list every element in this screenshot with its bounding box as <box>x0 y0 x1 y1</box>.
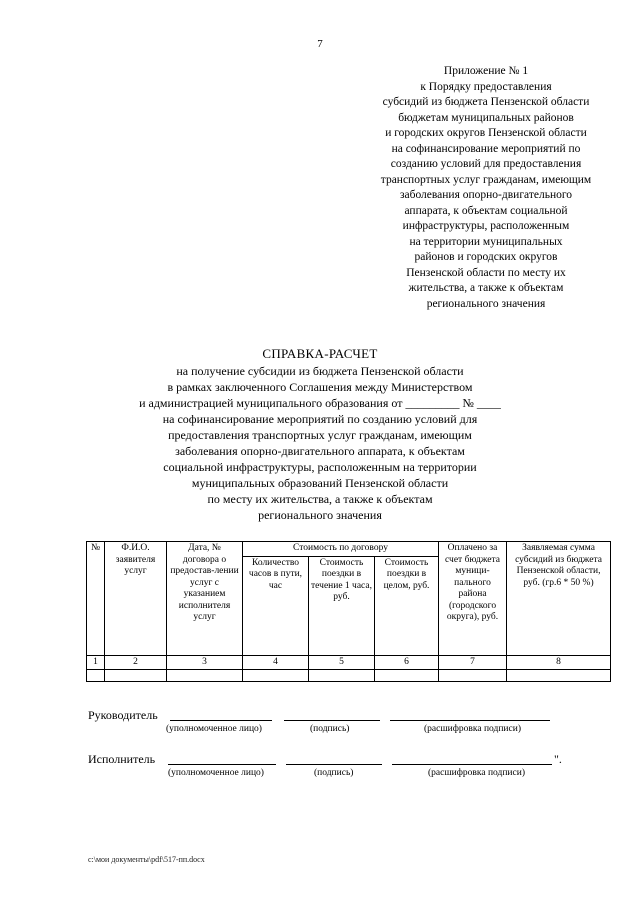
header-contract: Дата, № договора о предостав-лении услуг с указанием исполнителя услуг <box>167 542 243 656</box>
document-heading <box>0 346 640 523</box>
header-num: № <box>87 542 105 656</box>
table-cell[interactable] <box>105 669 167 681</box>
appendix-line: инфраструктуры, расположенным <box>402 220 570 232</box>
closing-quote: ". <box>554 752 562 766</box>
table-row <box>87 669 611 681</box>
appendix-line: и городских округов Пензенской области <box>385 127 587 139</box>
appendix-line: регионального значения <box>426 297 546 310</box>
executor-signature-line[interactable] <box>286 764 382 765</box>
appendix-line: бюджетам муниципальных районов <box>398 111 574 124</box>
executor-person-line[interactable] <box>168 764 276 765</box>
heading-line: на софинансирование мероприятий по созданию условий для <box>162 412 478 426</box>
column-number: 1 <box>87 655 105 669</box>
appendix-line: транспортных услуг гражданам, имеющим <box>380 173 592 186</box>
appendix-line: Приложение № 1 <box>443 65 529 77</box>
column-number: 2 <box>105 655 167 669</box>
heading-line: в рамках заключенного Соглашения между Министерством <box>167 380 473 394</box>
header-paid: Оплачено за счет бюджета муници-пального района (городского округа), руб. <box>439 542 507 656</box>
header-fio: Ф.И.О. заявителя услуг <box>105 542 167 656</box>
heading-line: муниципальных образований Пензенской области <box>191 476 449 490</box>
table-cell[interactable] <box>167 669 243 681</box>
header-claimed: Заявляемая сумма субсидий из бюджета Пензенской области, руб. (гр.6 * 50 %) <box>507 542 611 656</box>
head-caption-decoding: (расшифровка подписи) <box>424 724 521 734</box>
table-cell[interactable] <box>375 669 439 681</box>
heading-line: и администрацией муниципального образования от _________ № ____ <box>139 396 501 410</box>
column-number: 7 <box>439 655 507 669</box>
heading-line: заболевания опорно-двигательного аппарата, к объектам <box>175 444 465 458</box>
table-cell[interactable] <box>439 669 507 681</box>
head-signature-line[interactable] <box>284 720 380 721</box>
table-cell[interactable] <box>243 669 309 681</box>
appendix-line: созданию условий для предоставления <box>390 158 582 170</box>
header-total: Стоимость поездки в целом, руб. <box>375 556 439 655</box>
executor-decoding-line[interactable] <box>392 764 552 765</box>
heading-line: социальной инфраструктуры, расположенным на территории <box>163 460 477 474</box>
appendix-line: на софинансирование мероприятий по <box>391 142 581 155</box>
appendix-line: жительства, а также к объектам <box>408 282 564 294</box>
head-label: Руководитель <box>88 708 158 722</box>
file-path-footer: c:\мои документы\pdf\517-пп.docx <box>88 855 205 864</box>
appendix-block <box>356 64 616 312</box>
appendix-line: к Порядку предоставления <box>420 80 552 93</box>
table-cell[interactable] <box>309 669 375 681</box>
appendix-line: заболевания опорно-двигательного <box>399 189 573 201</box>
executor-label: Исполнитель <box>88 752 156 766</box>
heading-line: по месту их жительства, а также к объектам <box>207 492 433 506</box>
appendix-line: на территории муниципальных <box>409 235 563 248</box>
heading-line: на получение субсидии из бюджета Пензенской области <box>176 364 464 378</box>
executor-caption-signature: (подпись) <box>314 768 354 778</box>
column-number: 6 <box>375 655 439 669</box>
table-cell[interactable] <box>507 669 611 681</box>
page-number: 7 <box>317 38 323 50</box>
document-title: СПРАВКА-РАСЧЕТ <box>262 346 378 361</box>
column-number: 8 <box>507 655 611 669</box>
head-caption-signature: (подпись) <box>310 724 350 734</box>
header-cost-group: Стоимость по договору <box>243 542 439 557</box>
heading-line: регионального значения <box>258 508 382 522</box>
header-hours: Количество часов в пути, час <box>243 556 309 655</box>
header-per-hour: Стоимость поездки в течение 1 часа, руб. <box>309 556 375 655</box>
head-person-line[interactable] <box>170 720 272 721</box>
executor-caption-person: (уполномоченное лицо) <box>168 768 264 778</box>
head-decoding-line[interactable] <box>390 720 550 721</box>
column-number-row <box>87 655 611 669</box>
table-cell[interactable] <box>87 669 105 681</box>
head-caption-person: (уполномоченное лицо) <box>166 724 262 734</box>
appendix-line: субсидий из бюджета Пензенской области <box>382 96 590 108</box>
calculation-table <box>86 541 611 682</box>
column-number: 5 <box>309 655 375 669</box>
column-number: 3 <box>167 655 243 669</box>
column-number: 4 <box>243 655 309 669</box>
heading-line: предоставления транспортных услуг гражданам, имеющим <box>168 428 472 442</box>
appendix-line: Пензенской области по месту их <box>406 266 566 279</box>
appendix-line: аппарата, к объектам социальной <box>404 204 568 217</box>
executor-caption-decoding: (расшифровка подписи) <box>428 768 525 778</box>
appendix-line: районов и городских округов <box>414 251 558 263</box>
